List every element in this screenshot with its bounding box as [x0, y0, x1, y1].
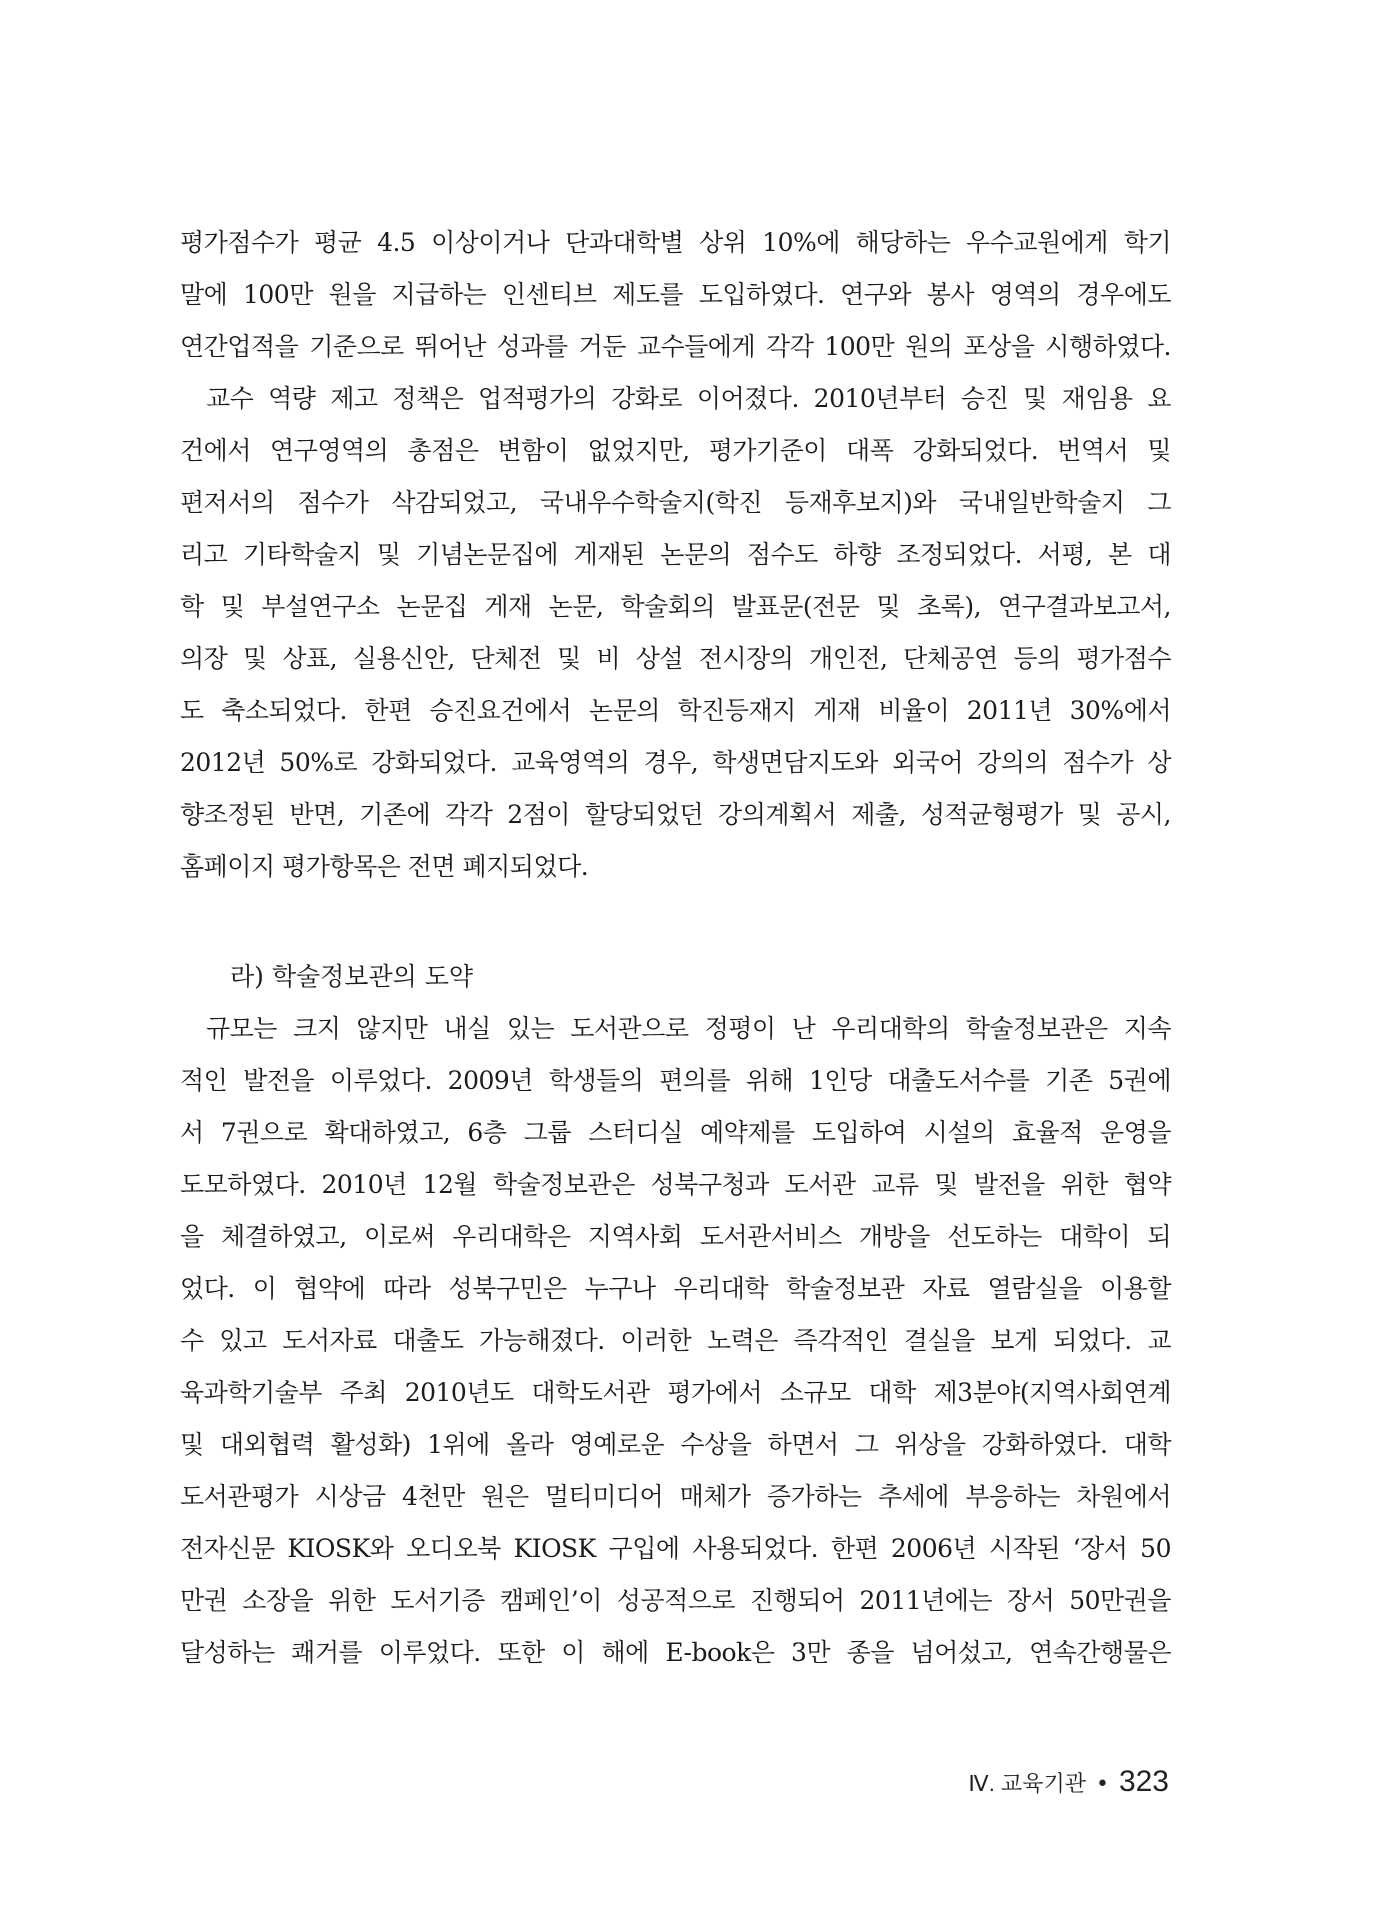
section-heading: 라) 학술정보관의 도약	[230, 962, 473, 991]
body-line: 건에서 연구영역의 총점은 변함이 없었지만, 평가기준이 대폭 강화되었다. 번역서 및	[180, 436, 1171, 465]
body-line: 수 있고 도서자료 대출도 가능해졌다. 이러한 노력은 즉각적인 결실을 보게 되었다. 교	[180, 1326, 1171, 1355]
body-line: 향조정된 반면, 기존에 각각 2점이 할당되었던 강의계획서 제출, 성적균형평가 및 공시,	[180, 800, 1171, 829]
body-line: 적인 발전을 이루었다. 2009년 학생들의 편의를 위해 1인당 대출도서수를 기존 5권에	[180, 1066, 1171, 1095]
body-line: 서 7권으로 확대하였고, 6층 그룹 스터디실 예약제를 도입하여 시설의 효율적 운영을	[180, 1118, 1171, 1147]
body-line: 만권 소장을 위한 도서기증 캠페인’이 성공적으로 진행되어 2011년에는 장서 50만권을	[180, 1586, 1171, 1615]
bullet-icon: •	[1095, 1772, 1109, 1797]
body-line: 교수 역량 제고 정책은 업적평가의 강화로 이어졌다. 2010년부터 승진 및 재임용 요	[206, 384, 1171, 413]
page-footer	[968, 1765, 1169, 1799]
body-line: 육과학기술부 주최 2010년도 대학도서관 평가에서 소규모 대학 제3분야(지역사회연계	[180, 1378, 1171, 1407]
body-line: 전자신문 KIOSK와 오디오북 KIOSK 구입에 사용되었다. 한편 2006년 시작된 ‘장서 50	[180, 1534, 1171, 1563]
body-line: 의장 및 상표, 실용신안, 단체전 및 비 상설 전시장의 개인전, 단체공연 등의 평가점수	[180, 644, 1171, 673]
body-line: 홈페이지 평가항목은 전면 폐지되었다.	[180, 852, 589, 881]
body-line: 도서관평가 시상금 4천만 원은 멀티미디어 매체가 증가하는 추세에 부응하는 차원에서	[180, 1482, 1171, 1511]
chapter-label: Ⅳ. 교육기관	[968, 1771, 1086, 1796]
body-line: 도 축소되었다. 한편 승진요건에서 논문의 학진등재지 게재 비율이 2011년 30%에서	[180, 696, 1171, 725]
page-number: 323	[1118, 1765, 1169, 1798]
body-line: 학 및 부설연구소 논문집 게재 논문, 학술회의 발표문(전문 및 초록), 연구결과보고서,	[180, 592, 1171, 621]
body-line: 말에 100만 원을 지급하는 인센티브 제도를 도입하였다. 연구와 봉사 영역의 경우에도	[180, 280, 1171, 309]
body-line: 을 체결하였고, 이로써 우리대학은 지역사회 도서관서비스 개방을 선도하는 대학이 되	[180, 1222, 1171, 1251]
body-line: 연간업적을 기준으로 뛰어난 성과를 거둔 교수들에게 각각 100만 원의 포상을 시행하였다.	[180, 332, 1171, 361]
body-line: 평가점수가 평균 4.5 이상이거나 단과대학별 상위 10%에 해당하는 우수교원에게 학기	[180, 228, 1171, 257]
body-line: 및 대외협력 활성화) 1위에 올라 영예로운 수상을 하면서 그 위상을 강화하였다. 대학	[180, 1430, 1171, 1459]
body-line: 었다. 이 협약에 따라 성북구민은 누구나 우리대학 학술정보관 자료 열람실을 이용할	[180, 1274, 1171, 1303]
body-line: 2012년 50%로 강화되었다. 교육영역의 경우, 학생면담지도와 외국어 강의의 점수가 상	[180, 748, 1171, 777]
body-line: 도모하였다. 2010년 12월 학술정보관은 성북구청과 도서관 교류 및 발전을 위한 협약	[180, 1170, 1171, 1199]
body-line: 규모는 크지 않지만 내실 있는 도서관으로 정평이 난 우리대학의 학술정보관은 지속	[206, 1014, 1171, 1043]
body-line: 달성하는 쾌거를 이루었다. 또한 이 해에 E-book은 3만 종을 넘어섰고, 연속간행물은	[180, 1638, 1171, 1667]
body-line: 리고 기타학술지 및 기념논문집에 게재된 논문의 점수도 하향 조정되었다. 서평, 본 대	[180, 540, 1171, 569]
body-line: 편저서의 점수가 삭감되었고, 국내우수학술지(학진 등재후보지)와 국내일반학술지 그	[180, 488, 1171, 517]
